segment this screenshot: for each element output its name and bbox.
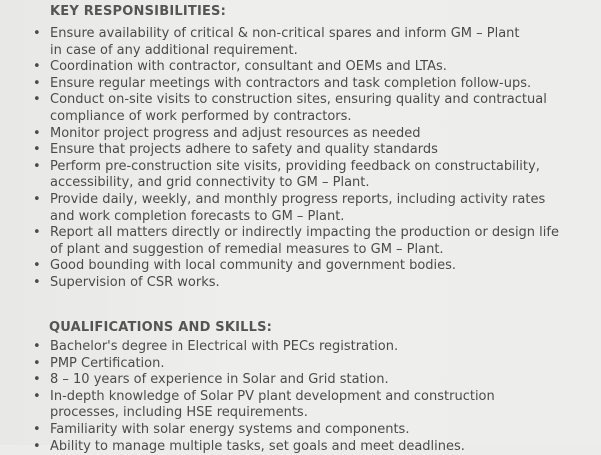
qualifications-heading: QUALIFICATIONS AND SKILLS: <box>49 320 273 335</box>
bullet-icon: • <box>33 142 41 158</box>
list-item <box>30 126 590 143</box>
bullet-icon: • <box>33 438 41 454</box>
qualifications-list <box>30 339 590 455</box>
list-item-text: Familiarity with solar energy systems and components. <box>50 421 410 437</box>
bullet-icon: • <box>33 421 41 437</box>
bullet-icon: • <box>33 388 41 404</box>
list-item <box>30 275 590 292</box>
list-item <box>30 159 590 192</box>
list-item-text: Perform pre-construction site visits, providing feedback on constructability, accessibility, and grid connectivity to GM – Plant. <box>50 158 540 191</box>
list-item-text: Ability to manage multiple tasks, set goals and meet deadlines. <box>50 438 465 454</box>
list-item <box>30 356 590 373</box>
bullet-icon: • <box>33 225 41 241</box>
list-item-text: Good bounding with local community and government bodies. <box>50 258 457 274</box>
bullet-icon: • <box>33 75 41 91</box>
list-item <box>30 372 590 389</box>
list-item-text: Conduct on-site visits to construction sites, ensuring quality and contractual compliance of work performed by contractors. <box>50 92 547 124</box>
list-item <box>30 142 590 159</box>
bullet-icon: • <box>33 274 41 290</box>
bullet-icon: • <box>33 355 41 371</box>
list-item <box>30 439 590 455</box>
list-item <box>30 422 590 439</box>
bullet-icon: • <box>33 158 41 174</box>
list-item <box>30 389 590 422</box>
list-item <box>30 258 590 275</box>
bullet-icon: • <box>33 59 41 75</box>
list-item <box>30 92 590 125</box>
responsibilities-list <box>30 26 590 292</box>
bullet-icon: • <box>33 125 41 141</box>
list-item-text: PMP Certification. <box>50 355 165 371</box>
list-item <box>30 192 590 225</box>
list-item <box>30 26 590 59</box>
bullet-icon: • <box>33 339 41 354</box>
list-item-text: Ensure availability of critical & non-critical spares and inform GM – Plant in case of any additional requirement. <box>50 26 520 58</box>
list-item-text: Bachelor's degree in Electrical with PECs registration. <box>50 339 399 354</box>
list-item-text: Report all matters directly or indirectly impacting the production or design life of plant and suggestion of remedial measures to GM – Plant. <box>50 225 559 257</box>
list-item-text: Ensure regular meetings with contractors and task completion follow-ups. <box>50 75 532 91</box>
list-item-text: Supervision of CSR works. <box>50 274 220 290</box>
list-item-text: Monitor project progress and adjust resources as needed <box>50 125 421 141</box>
list-item-text: Coordination with contractor, consultant and OEMs and LTAs. <box>50 59 447 75</box>
list-item <box>30 76 590 93</box>
bullet-icon: • <box>33 191 41 207</box>
bullet-icon: • <box>33 92 41 108</box>
key-responsibilities-heading: KEY RESPONSIBILITIES: <box>50 4 227 19</box>
list-item <box>30 225 590 258</box>
bullet-icon: • <box>33 26 41 41</box>
list-item-text: 8 – 10 years of experience in Solar and Grid station. <box>50 372 389 388</box>
list-item <box>30 339 590 356</box>
list-item-text: In-depth knowledge of Solar PV plant development and construction processes, including HSE requirements. <box>50 388 495 421</box>
list-item-text: Ensure that projects adhere to safety and quality standards <box>50 142 438 158</box>
bullet-icon: • <box>33 258 41 274</box>
bullet-icon: • <box>33 372 41 388</box>
list-item <box>30 59 590 76</box>
list-item-text: Provide daily, weekly, and monthly progress reports, including activity rates and work completion forecasts to GM – Plant. <box>50 191 546 224</box>
